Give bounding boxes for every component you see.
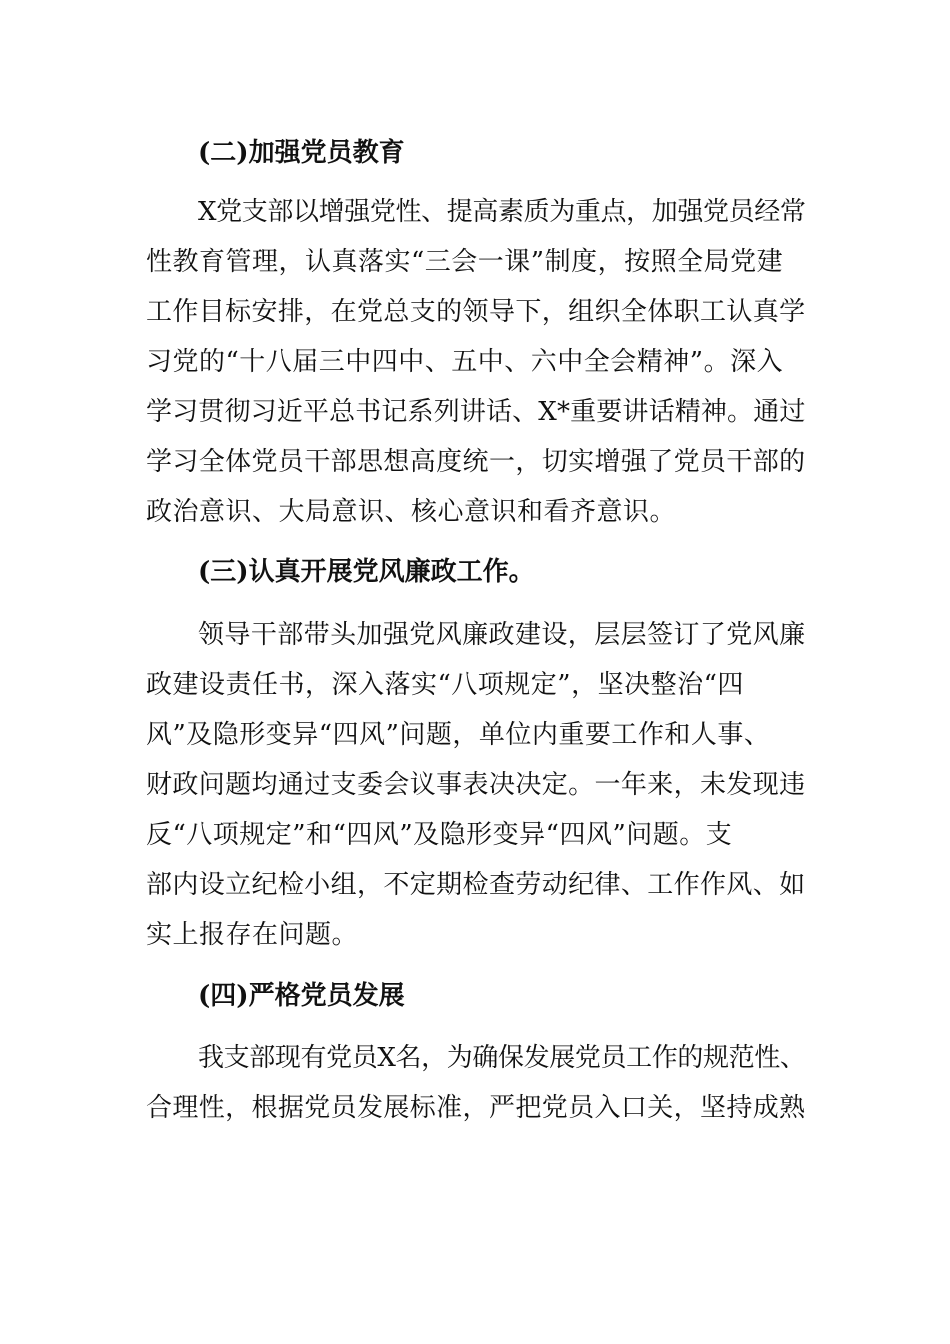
paragraph-line: X党支部以增强党性、提高素质为重点，加强党员经常 — [198, 197, 806, 227]
paragraph-line: 习党的“十八届三中四中、五中、六中全会精神”。深入 — [146, 347, 784, 377]
paragraph-line: 我支部现有党员X名，为确保发展党员工作的规范性、 — [198, 1043, 806, 1073]
paragraph-line: 财政问题均通过支委会议事表决决定。一年来，未发现违 — [146, 770, 806, 800]
section-heading-4: (四)严格党员发展 — [198, 981, 405, 1011]
paragraph-line: 领导干部带头加强党风廉政建设，层层签订了党风廉 — [198, 620, 806, 650]
paragraph-line: 学习贯彻习近平总书记系列讲话、X*重要讲话精神。通过 — [146, 397, 806, 427]
section-heading-3: (三)认真开展党风廉政工作。 — [198, 557, 535, 587]
paragraph-line: 实上报存在问题。 — [146, 920, 359, 950]
paragraph-line: 风”及隐形变异“四风”问题，单位内重要工作和人事、 — [146, 720, 771, 750]
section-heading-2: (二)加强党员教育 — [198, 138, 405, 168]
paragraph-line: 政建设责任书，深入落实“八项规定”，坚决整治“四 — [146, 670, 744, 700]
paragraph-line: 学习全体党员干部思想高度统一，切实增强了党员干部的 — [146, 447, 806, 477]
paragraph-line: 反“八项规定”和“四风”及隐形变异“四风”问题。支 — [146, 820, 733, 850]
paragraph-line: 部内设立纪检小组，不定期检查劳动纪律、工作作风、如 — [146, 870, 806, 900]
paragraph-line: 政治意识、大局意识、核心意识和看齐意识。 — [146, 497, 677, 527]
paragraph-line: 工作目标安排，在党总支的领导下，组织全体职工认真学 — [146, 297, 806, 327]
paragraph-line: 性教育管理，认真落实“三会一课”制度，按照全局党建 — [146, 247, 784, 277]
paragraph-line: 合理性，根据党员发展标准，严把党员入口关，坚持成熟 — [146, 1093, 806, 1123]
